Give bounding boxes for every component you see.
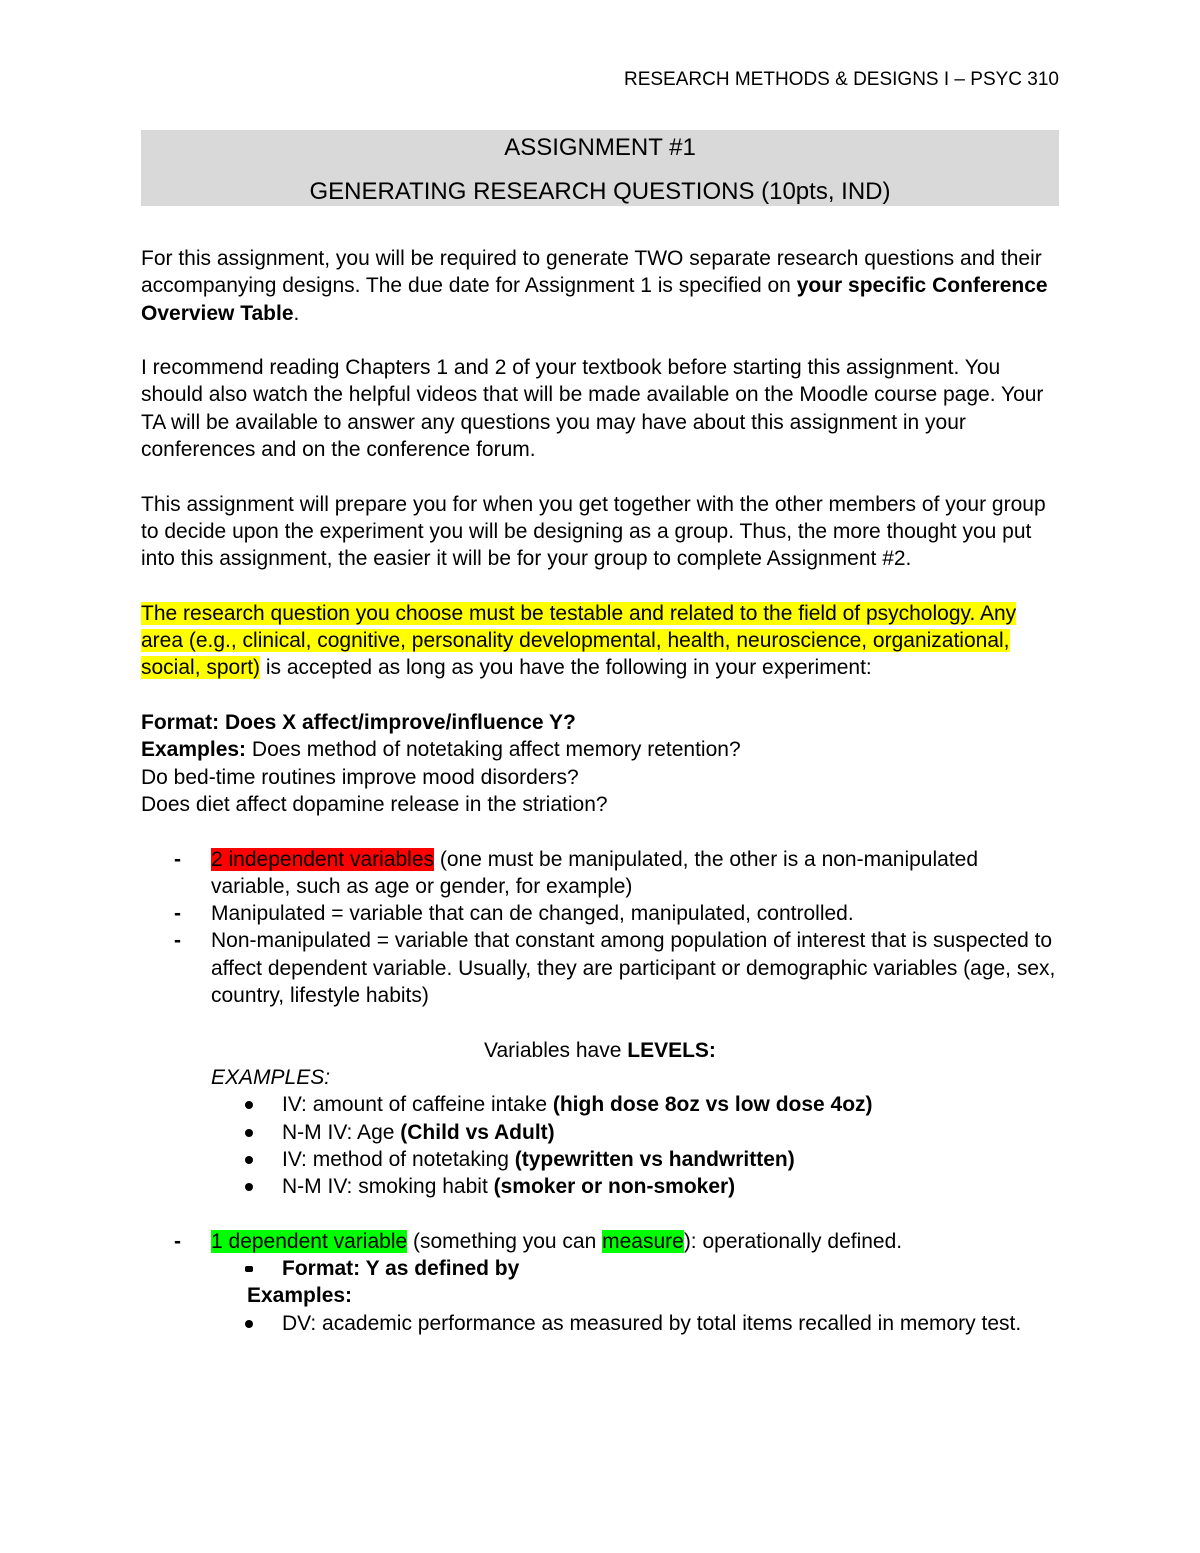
intro-p4-rest: is accepted as long as you have the following in your experiment: (260, 656, 872, 680)
list-item (141, 846, 1059, 901)
dash-bullet-icon: - (174, 929, 181, 953)
levels-examples-text: EXAMPLES: (211, 1065, 331, 1089)
bullet-dot-icon (245, 1320, 253, 1328)
bullet-dot-icon (245, 1101, 253, 1109)
intro-paragraph-4 (141, 600, 1059, 682)
intro-paragraph-2: I recommend reading Chapters 1 and 2 of your textbook before starting this assignment. You should also watch the helpful videos that will be made available on the Moodle course page. Your TA will be available to answer any questions you may have about this assignment in your conferences and on the conference forum. (141, 356, 1044, 462)
intro-p1-bold: your specific Conference Overview Table (141, 274, 1048, 325)
dv-list (141, 1228, 1059, 1255)
levels-heading (141, 1037, 1059, 1064)
levels-list (141, 1091, 1059, 1200)
dv-text-2: ): operationally defined. (683, 1229, 903, 1253)
list-item (141, 1119, 1059, 1146)
dash-bullet-icon: - (174, 847, 181, 871)
dv-examples-label (141, 1282, 1059, 1309)
level-item-text: N-M IV: smoking habit (282, 1175, 494, 1199)
level-item-bold: (smoker or non-smoker) (493, 1175, 736, 1199)
dv-text-1: (something you can (407, 1229, 603, 1253)
levels-heading-text: Variables have (484, 1038, 628, 1062)
dv-example-1: DV: academic performance as measured by total items recalled in memory test. (282, 1311, 1022, 1335)
iv-item-3-text: Non-manipulated = variable that constant among population of interest that is suspected to affect dependent variable. Usually, they are participant or demographic variables (age, sex, country, lifestyle habits) (211, 929, 1056, 1008)
examples-line (141, 736, 1059, 763)
title-box (141, 130, 1059, 206)
bullet-dot-icon (245, 1156, 253, 1164)
bullet-square-icon (245, 1266, 253, 1272)
level-item-bold: (Child vs Adult) (400, 1120, 555, 1144)
dv-format-line (141, 1255, 1059, 1282)
dash-bullet-icon: - (174, 1229, 181, 1253)
list-item (141, 1310, 1059, 1337)
list-item (141, 927, 1059, 1009)
example-1: Does method of notetaking affect memory retention? (246, 738, 741, 762)
dash-bullet-icon: - (174, 902, 181, 926)
assignment-subtitle: GENERATING RESEARCH QUESTIONS (10pts, IND) (309, 178, 891, 205)
document-body (141, 245, 1059, 1337)
levels-examples-label (141, 1064, 1059, 1091)
example-2: Do bed-time routines improve mood disorders? (141, 765, 579, 789)
assignment-number-title: ASSIGNMENT #1 (504, 134, 696, 161)
level-item-text: IV: amount of caffeine intake (282, 1093, 553, 1117)
list-item (141, 1228, 1059, 1255)
format-line (141, 709, 1059, 736)
level-item-bold: (typewritten vs handwritten) (514, 1147, 795, 1171)
list-item (141, 1091, 1059, 1118)
intro-paragraph-3: This assignment will prepare you for when you get together with the other members of your group to decide upon the experiment you will be designing as a group. Thus, the more thought you put into this assignment, the easier it will be for your group to complete Assignment #2. (141, 492, 1046, 571)
highlighted-requirement: The research question you choose must be testable and related to the field of psychology. Any area (e.g., clinical, cognitive, personality developmental, health, neuroscience, organizational, social, sport) (141, 601, 1017, 680)
level-item-text: N-M IV: Age (282, 1120, 401, 1144)
format-line-text: Format: Does X affect/improve/influence Y? (141, 711, 576, 735)
iv-list (141, 846, 1059, 1010)
measure-highlight: measure (602, 1229, 684, 1253)
iv-item-1-text: (one must be manipulated, the other is a non-manipulated variable, such as age or gender, for example) (211, 847, 979, 898)
level-item-text: IV: method of notetaking (282, 1147, 515, 1171)
examples-label: Examples: (141, 738, 247, 762)
intro-p1-end: . (293, 301, 300, 325)
dv-examples-text: Examples: (247, 1284, 353, 1308)
example-3: Does diet affect dopamine release in the striation? (141, 792, 608, 816)
dv-format-text: Format: Y as defined by (282, 1256, 520, 1280)
intro-p1-text: For this assignment, you will be required to generate TWO separate research questions and their accompanying designs. The due date for Assignment 1 is specified on (141, 247, 1042, 298)
bullet-dot-icon (245, 1129, 253, 1137)
list-item (141, 1173, 1059, 1200)
iv-item-2-text: Manipulated = variable that can de changed, manipulated, controlled. (211, 902, 854, 926)
list-item (141, 1146, 1059, 1173)
running-header: RESEARCH METHODS & DESIGNS I – PSYC 310 (623, 69, 1059, 90)
bullet-dot-icon (245, 1183, 253, 1191)
dv-highlight: 1 dependent variable (211, 1229, 408, 1253)
intro-paragraph-1 (141, 245, 1059, 327)
levels-heading-bold: LEVELS: (627, 1038, 716, 1062)
list-item (141, 900, 1059, 927)
level-item-bold: (high dose 8oz vs low dose 4oz) (552, 1093, 873, 1117)
iv-highlight: 2 independent variables (211, 847, 435, 871)
